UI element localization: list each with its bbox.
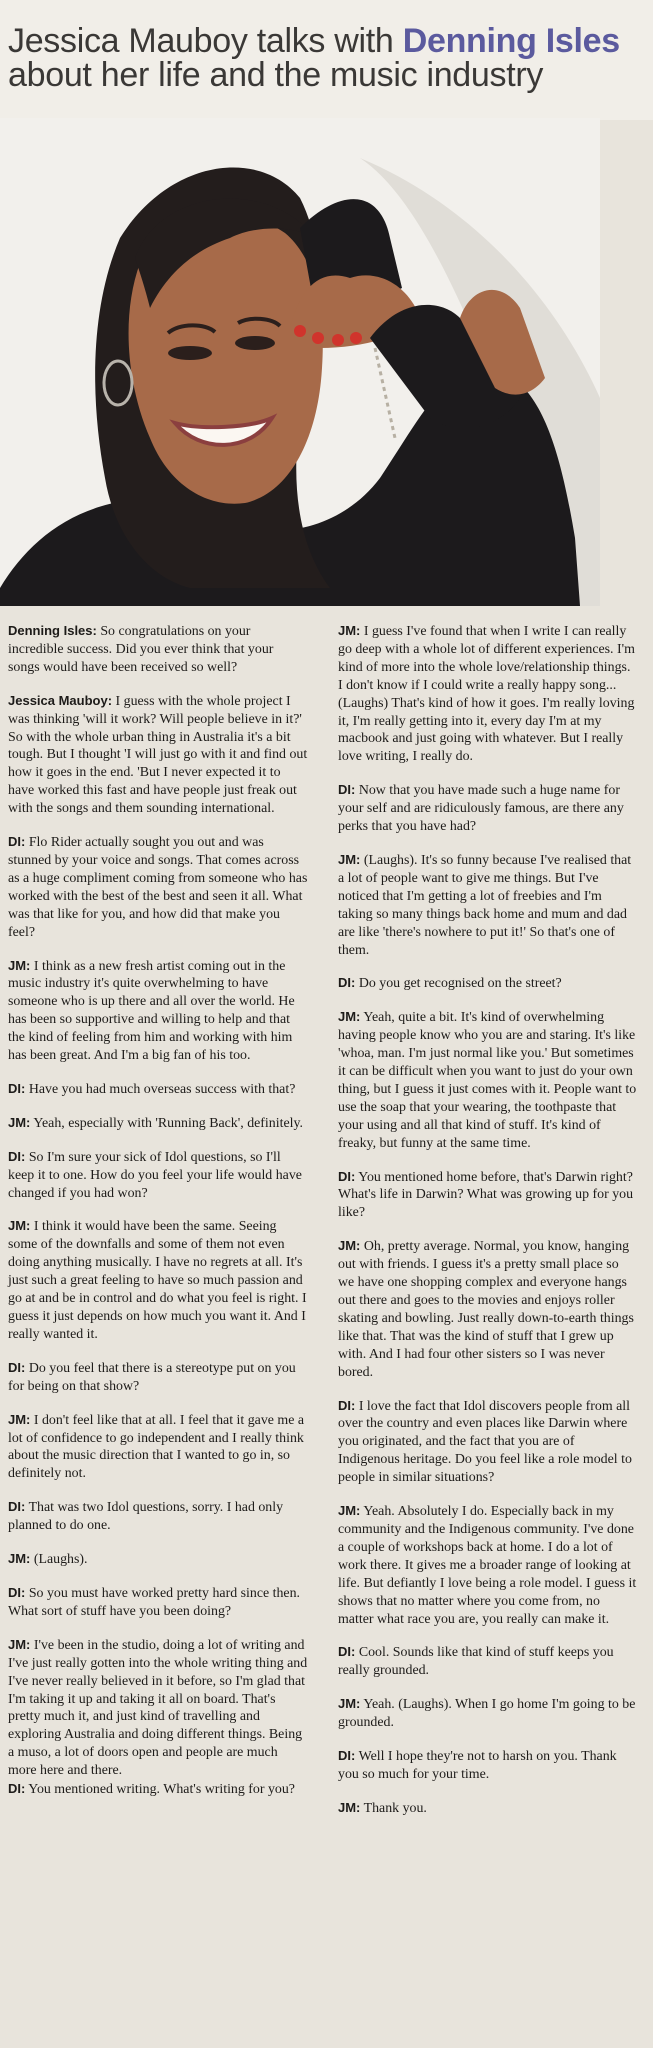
speaker: JM: (338, 851, 361, 867)
speaker: DI: (338, 1644, 356, 1660)
qa-paragraph (8, 1114, 308, 1133)
speaker: JM: (338, 1009, 361, 1025)
title-part-1: Jessica Mauboy talks with (8, 22, 403, 60)
article-title (8, 24, 620, 92)
utterance: So I'm sure your sick of Idol questions, so I'll keep it to one. How do you feel your life would have changed if you had won? (8, 1149, 302, 1201)
utterance: Flo Rider actually sought you out and was stunned by your voice and songs. That comes across as a huge compliment coming from someone who has worked with the best of the best and seen it all. What was that like for you, and how did that make you feel? (8, 835, 308, 940)
speaker: DI: (8, 1584, 26, 1600)
qa-paragraph (8, 1411, 308, 1484)
qa-paragraph (8, 1148, 308, 1203)
left-column (8, 622, 308, 1814)
utterance: Thank you. (360, 1800, 427, 1816)
qa-paragraph (338, 1168, 638, 1223)
qa-paragraph (338, 781, 638, 836)
utterance: Have you had much overseas success with that? (25, 1081, 296, 1097)
speaker: DI: (338, 782, 356, 798)
utterance: So you must have worked pretty hard since then. What sort of stuff have you been doing? (8, 1585, 301, 1619)
qa-paragraph (8, 1498, 308, 1535)
utterance: I guess with the whole project I was thinking 'will it work? Will people believe in it?' So with the whole urban thing in Australia it's a bit tough. But I thought 'I will just go with it and find out how it goes in the end. 'But I never expected it to have worked this fast and have people just freak out with the songs and them sounding international. (8, 693, 308, 817)
speaker: JM: (8, 1411, 31, 1427)
utterance: I've been in the studio, doing a lot of writing and I've just really gotten into the whole writing thing and I've never really believed in it before, so I'm glad that I'm taking it up and taking it all on board. That's pretty much it, and just kind of travelling and exploring Australia and doing different things. Being a muso, a lot of doors open and people are much more here and there. (8, 1637, 308, 1779)
right-column (338, 622, 638, 1833)
utterance: You mentioned home before, that's Darwin right? What's life in Darwin? What was growing up for you like? (338, 1169, 634, 1221)
utterance: I don't feel like that at all. I feel that it gave me a lot of confidence to go independent and I really think about the music direction that I wanted to go in, so definitely not. (8, 1412, 305, 1482)
utterance: Now that you have made such a huge name for your self and are ridiculously famous, are there any perks that you have had? (338, 783, 624, 835)
nail-3 (332, 334, 344, 346)
utterance: Yeah, quite a bit. It's kind of overwhelming having people know who you are and staring. It's like 'whoa, man. I'm just normal like you.' But sometimes it can be difficult when you want to just do your own thing, but I guess it just comes with it. People want to use the soap that your wearing, the toothpaste that your using and all that kind of stuff. It's kind of freaky, but funny at the same time. (338, 1010, 637, 1151)
speaker: JM: (338, 1799, 361, 1815)
speaker: JM: (8, 957, 31, 973)
qa-paragraph (8, 1080, 308, 1099)
utterance: That was two Idol questions, sorry. I had only planned to do one. (8, 1500, 284, 1534)
utterance: Well I hope they're not to harsh on you. Thank you so much for your time. (338, 1749, 617, 1782)
utterance: Do you feel that there is a stereotype put on you for being on that show? (8, 1360, 296, 1394)
portrait-illustration (0, 118, 600, 606)
qa-paragraph (8, 1359, 308, 1396)
title-part-2: about her life and the music industry (8, 56, 544, 94)
qa-paragraph (8, 1636, 308, 1780)
speaker: JM: (338, 623, 361, 638)
qa-paragraph (338, 1695, 638, 1732)
qa-paragraph (338, 974, 638, 993)
nail-2 (312, 332, 324, 344)
speaker: JM: (338, 1503, 361, 1519)
utterance: I love the fact that Idol discovers people from all over the country and even places like Darwin where you originated, and the fact that you are of Indigenous heritage. Do you feel like a role model to people in similar situations? (338, 1398, 632, 1486)
right-eye (235, 336, 275, 350)
qa-paragraph (338, 1502, 638, 1628)
qa-paragraph (8, 957, 308, 1065)
utterance: I think it would have been the same. Seeing some of the downfalls and some of them not even doing anything musically. I have no regrets at all. It's just such a great feeling to have so much passion and go at and be in control and do what you feel is right. I guess it just depends on how much you want it. And I really wanted it. (8, 1219, 307, 1342)
qa-paragraph (338, 1747, 638, 1784)
utterance: Cool. Sounds like that kind of stuff keeps you really grounded. (338, 1645, 614, 1679)
utterance: (Laughs). (30, 1552, 88, 1568)
utterance: Yeah. Absolutely I do. Especially back in my community and the Indigenous community. I've done a couple of workshops back at home. I do a lot of work there. It gives me a broader range of looking at life. But defiantly I love being a role model. I guess it shows that no matter where you come from, no matter what race you are, you really can make it. (338, 1504, 637, 1627)
speaker: DI: (338, 1748, 356, 1764)
utterance: (Laughs). It's so funny because I've realised that a lot of people want to give me things. But I've noticed that I'm getting a lot of freebies and I'm taking so many things back home and mum and dad are like 'there's nowhere to put it!' So that's one of them. (338, 852, 632, 958)
speaker: DI: (8, 1359, 26, 1375)
qa-paragraph (338, 851, 638, 959)
qa-paragraph (8, 833, 308, 941)
speaker: JM: (338, 1696, 361, 1712)
speaker: JM: (8, 1636, 31, 1652)
speaker: JM: (8, 1551, 31, 1567)
qa-paragraph (338, 1008, 638, 1152)
interview-body (8, 622, 644, 2042)
qa-paragraph (8, 692, 308, 818)
speaker: DI: (338, 975, 356, 991)
qa-paragraph (338, 622, 638, 766)
speaker: JM: (338, 1238, 361, 1254)
qa-paragraph (8, 1550, 308, 1569)
qa-paragraph (338, 1643, 638, 1680)
qa-paragraph (338, 1397, 638, 1488)
speaker: DI: (338, 1168, 356, 1184)
speaker: JM: (8, 1218, 31, 1234)
speaker: DI: (8, 1080, 26, 1096)
speaker: DI: (8, 1499, 26, 1515)
speaker: DI: (338, 1397, 356, 1413)
speaker: JM: (8, 1114, 31, 1130)
article-header (0, 0, 653, 120)
speaker: Denning Isles: (8, 623, 97, 638)
portrait-photo (0, 118, 600, 606)
utterance: Yeah. (Laughs). When I go home I'm going to be grounded. (338, 1697, 636, 1731)
qa-paragraph (8, 622, 308, 677)
utterance: You mentioned writing. What's writing for you? (25, 1782, 295, 1798)
utterance: I guess I've found that when I write I can really go deep with a whole lot of different experiences. I'm kind of more into the whole love/relationship things. I don't know if I could write a really happy song... (Laughs) That's kind of how it goes. I'm really loving it, I'm really getting into it, every day I'm at my macbook and just going with whatever. But I really love writing, I really do. (338, 624, 635, 765)
utterance: Do you get recognised on the street? (355, 976, 562, 992)
utterance: Yeah, especially with 'Running Back', definitely. (30, 1115, 303, 1131)
qa-paragraph (338, 1237, 638, 1381)
speaker: DI: (8, 1781, 26, 1797)
qa-paragraph (8, 1780, 308, 1799)
qa-paragraph (338, 1799, 638, 1818)
qa-paragraph (8, 1217, 308, 1343)
speaker: DI: (8, 1148, 26, 1164)
utterance: Oh, pretty average. Normal, you know, hanging out with friends. I guess it's a pretty small place so we have one shopping complex and everyone hangs out there and goes to the movies and enjoys roller skating and bowling. Just really down-to-earth things like that. That was the kind of stuff that I grew up with. And I had four other sisters so I was never bored. (338, 1239, 634, 1380)
speaker: Jessica Mauboy: (8, 692, 113, 708)
utterance: So congratulations on your incredible success. Did you ever think that your songs would have been received so well? (8, 624, 274, 675)
speaker: DI: (8, 834, 26, 850)
nail-4 (350, 332, 362, 344)
interviewer-name: Denning Isles (402, 22, 620, 60)
nail-1 (294, 325, 306, 337)
utterance: I think as a new fresh artist coming out in the music industry it's quite overwhelming to have someone who is up there and all over the world. He has been so supportive and willing to help and that the kind of feeling from him and working with him has been great. And I'm a big fan of his too. (8, 958, 295, 1064)
qa-paragraph (8, 1584, 308, 1621)
left-eye (168, 346, 212, 360)
